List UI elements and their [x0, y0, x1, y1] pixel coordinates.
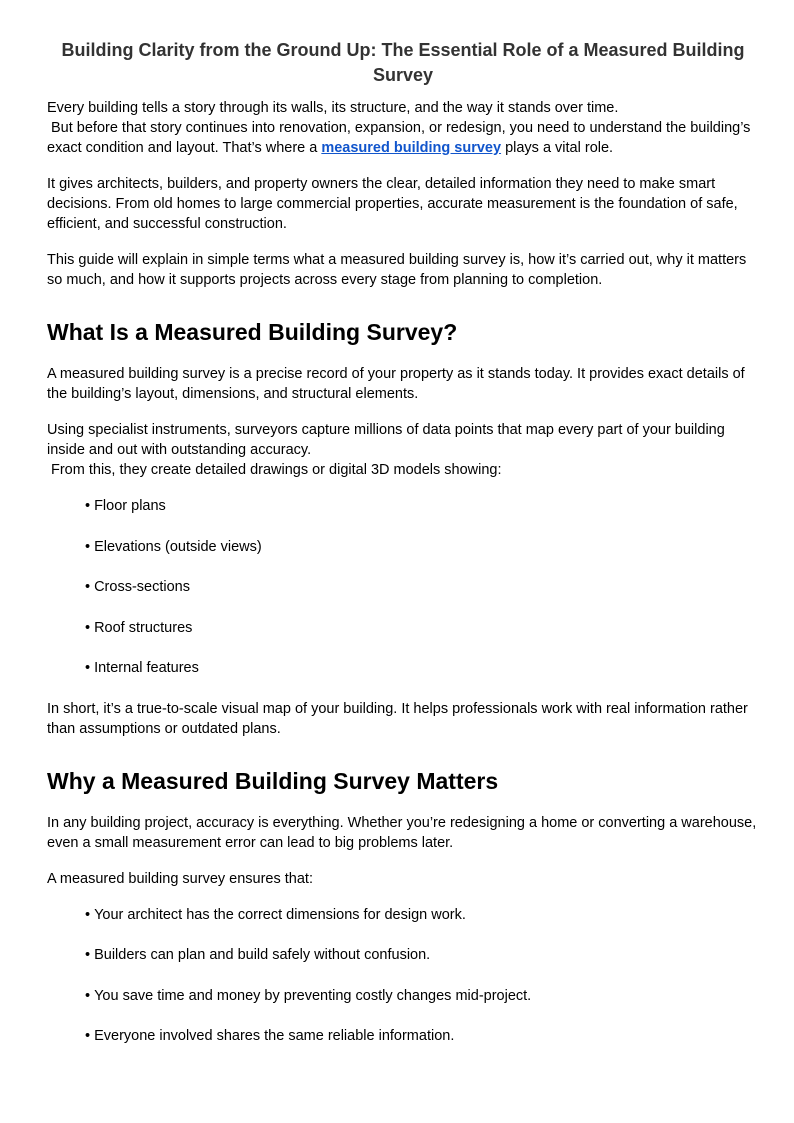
measured-building-survey-link[interactable]: measured building survey	[321, 140, 502, 156]
section1-paragraph-1: A measured building survey is a precise record of your property as it stands today. It provides exact details of the building’s layout, dimensions, and structural elements.	[47, 366, 745, 402]
section1-paragraph-3: In short, it’s a true-to-scale visual map of your building. It helps professionals work with real information rather than assumptions or outdated plans.	[47, 700, 748, 737]
list-item: • You save time and money by preventing costly changes mid-project.	[85, 987, 532, 1004]
section-heading-why-matters: Why a Measured Building Survey Matters	[47, 767, 499, 794]
document-page	[47, 38, 759, 1067]
bullet-icon: •	[85, 579, 91, 595]
bullet-icon: •	[85, 987, 91, 1004]
bullet-icon: •	[85, 619, 91, 636]
section2-paragraph-2: A measured building survey ensures that:	[47, 870, 313, 887]
section1-paragraph-2-line-1: Using specialist instruments, surveyors capture millions of data points that map every part of your building inside and out with outstanding accuracy.	[47, 422, 725, 458]
survey-outputs-list	[47, 496, 759, 678]
bullet-icon: •	[85, 498, 91, 514]
section1-paragraph-2-line-2: From this, they create detailed drawings or digital 3D models showing:	[51, 462, 502, 478]
section-heading-what-is: What Is a Measured Building Survey?	[47, 319, 458, 345]
bullet-icon: •	[85, 906, 91, 923]
list-item: • Builders can plan and build safely without confusion.	[85, 947, 431, 963]
intro-paragraph-3: This guide will explain in simple terms what a measured building survey is, how it’s carried out, why it matters so much, and how it supports projects across every stage from planning to completion.	[47, 252, 747, 288]
survey-benefits-list	[47, 905, 759, 1047]
intro-paragraph-2: It gives architects, builders, and property owners the clear, detailed information they need to make smart decisions. From old homes to large commercial properties, accurate measurement is the foundation of safe, efficient, and successful construction.	[47, 176, 738, 232]
list-item: • Cross-sections	[85, 579, 190, 595]
list-item: • Everyone involved shares the same reliable information.	[85, 1028, 455, 1044]
list-item: • Elevations (outside views)	[85, 538, 262, 555]
bullet-icon: •	[85, 1028, 91, 1044]
list-item: • Floor plans	[85, 498, 166, 514]
bullet-icon: •	[85, 538, 91, 555]
section2-paragraph-1: In any building project, accuracy is everything. Whether you’re redesigning a home or converting a warehouse, even a small measurement error can lead to big problems later.	[47, 814, 757, 851]
bullet-icon: •	[85, 947, 91, 963]
list-item: • Roof structures	[85, 619, 193, 636]
intro-line-2-end: plays a vital role.	[501, 140, 614, 156]
list-item: • Internal features	[85, 660, 199, 676]
intro-line-1: Every building tells a story through its walls, its structure, and the way it stands over time.	[47, 100, 619, 116]
section1-paragraph-2	[47, 420, 759, 480]
list-item: • Your architect has the correct dimensions for design work.	[85, 906, 466, 923]
intro-line-2-start: But before that story continues into renovation, expansion, or redesign, you need to understand the building’s exact condition and layout. That’s where a	[47, 120, 751, 156]
intro-paragraph-1	[47, 98, 759, 158]
bullet-icon: •	[85, 660, 91, 676]
document-title: Building Clarity from the Ground Up: The Essential Role of a Measured Building Survey	[61, 40, 745, 85]
